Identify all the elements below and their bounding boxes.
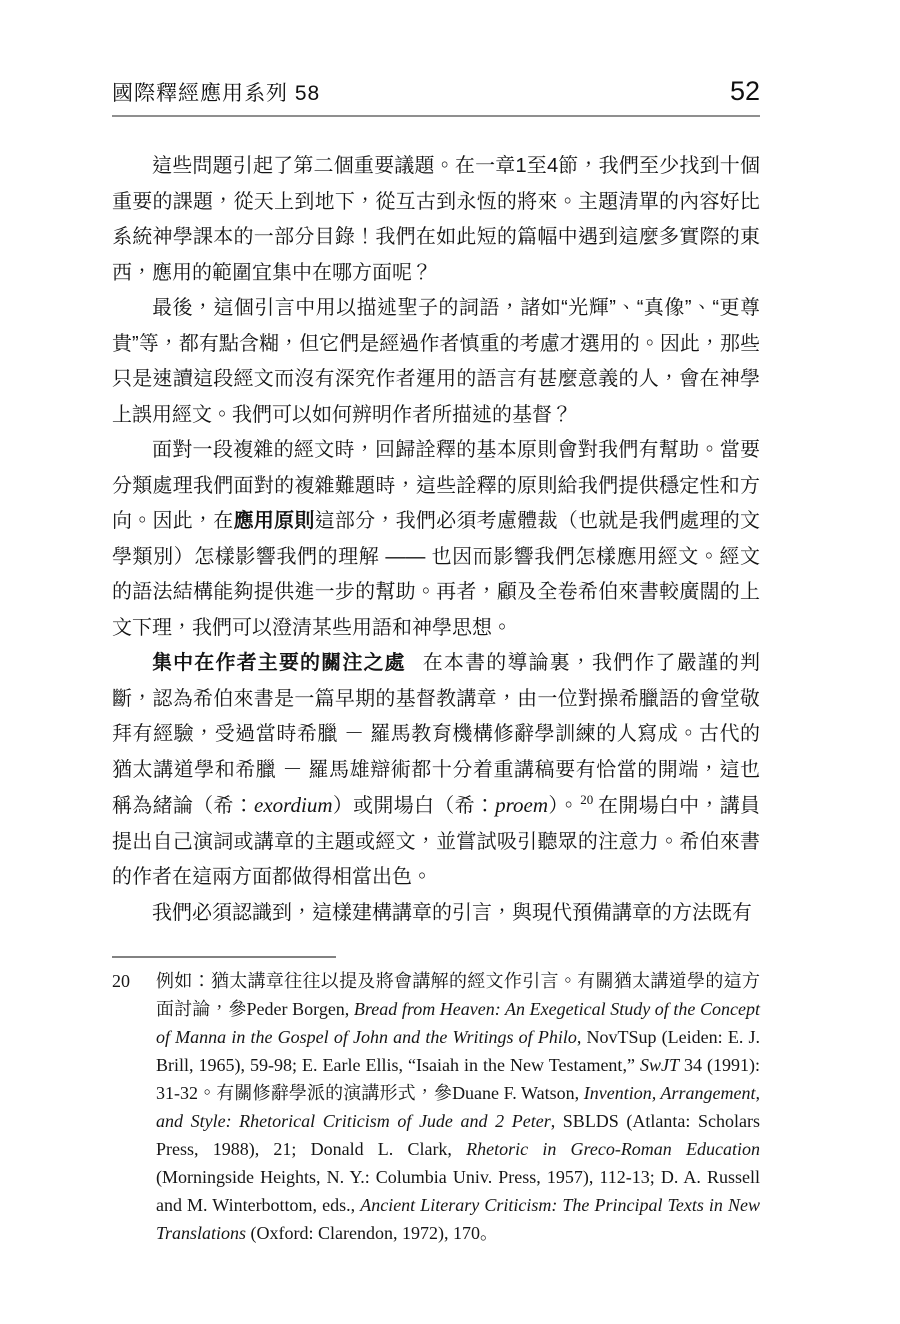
main-text	[112, 149, 760, 931]
footnote-author-watson: Duane F. Watson,	[452, 1083, 584, 1103]
footnote-text-5: (Morningside Heights, N. Y.: Columbia Univ. Press, 1957), 112-13; D. A. Russell and M. Winterbottom, eds.,	[156, 1167, 760, 1215]
paragraph-2-text: 最後，這個引言中用以描述聖子的詞語，諸如“光輝”、“真像”、“更尊貴”等，都有點含糊，但它們是經過作者慎重的考慮才選用的。因此，那些只是速讀這段經文而沒有深究作者運用的語言有甚麼意義的人，會在神學上誤用經文。我們可以如何辨明作者所描述的基督？	[112, 297, 760, 426]
footnote-title-rhetoric-greco-roman: Rhetoric in Greco-Roman Education	[466, 1139, 760, 1159]
paragraph-4-text-3: ）。	[548, 795, 579, 817]
footnote-text-cjk-1: 例如：猶太講章往往以提及將會講解的經文作引言。有關猶太講道學的這方面討論，參	[156, 971, 760, 1019]
paragraph-3	[112, 433, 760, 646]
footnote-journal-swjt: SwJT	[639, 1055, 679, 1075]
footnote-author-borgen: Peder Borgen,	[246, 999, 354, 1019]
footnote-text-cjk-2: 有關修辭學派的演講形式，參	[216, 1083, 453, 1103]
footnote-text-4: , SBLDS (Atlanta: Scholars Press, 1988), 21; Donald L. Clark,	[156, 1111, 760, 1159]
bold-term-application-principle: 應用原則	[233, 510, 315, 532]
footnote-20	[112, 967, 760, 1247]
runin-heading-author-focus: 集中在作者主要的關注之處	[152, 652, 406, 674]
page-number: 52	[729, 76, 760, 106]
paragraph-3-text-post: 這部分，我們必須考慮體裁（也就是我們處理的文學類別）怎樣影響我們的理解 —— 也因而影響我們怎樣應用經文。經文的語法結構能夠提供進一步的幫助。再者，顧及全卷希伯來書較廣闊的上文下理，我們可以澄清某些用語和神學思想。	[112, 510, 761, 639]
page-content	[112, 78, 760, 1247]
footnote-text-3a: 34 (1991): 31-32。	[156, 1055, 760, 1103]
footnote-title-ancient-literary-criticism: Ancient Literary Criticism: The Principal Texts in New Translations	[156, 1195, 760, 1243]
paragraph-1	[112, 149, 760, 291]
paragraph-5	[112, 896, 760, 932]
footnote-text-6: (Oxford: Clarendon, 1972), 170。	[246, 1223, 499, 1243]
series-title: 國際釋經應用系列 58	[112, 82, 321, 105]
paragraph-4-text-2: ）或開場白（希：	[332, 795, 496, 817]
paragraph-4	[112, 646, 760, 896]
footnote-title-bread-from-heaven: Bread from Heaven: An Exegetical Study of the Concept of Manna in the Gospel of John and the Writings of Philo	[156, 999, 760, 1047]
paragraph-3-text-pre: 面對一段複雜的經文時，回歸詮釋的基本原則會對我們有幫助。當要分類處理我們面對的複雜難題時，這些詮釋的原則給我們提供穩定性和方向。因此，在	[112, 439, 760, 532]
greek-term-exordium: exordium	[254, 793, 333, 817]
footnote-text	[156, 967, 760, 1247]
running-header	[112, 78, 760, 117]
paragraph-2	[112, 291, 760, 433]
paragraph-4-text-4: 在開場白中，講員提出自己演詞或講章的主題或經文，並嘗試吸引聽眾的注意力。希伯來書的作者在這兩方面都做得相當出色。	[112, 795, 761, 888]
footnote-number: 20	[112, 971, 130, 991]
footnote-text-2: , NovTSup (Leiden: E. J. Brill, 1965), 59-98; E. Earle Ellis, “Isaiah in the New Testament,”	[156, 1027, 760, 1075]
greek-term-proem: proem	[495, 793, 549, 817]
footnote-title-invention-arrangement-style: Invention, Arrangement, and Style: Rhetorical Criticism of Jude and 2 Peter	[156, 1083, 761, 1131]
paragraph-1-text: 這些問題引起了第二個重要議題。在一章1至4節，我們至少找到十個重要的課題，從天上到地下，從互古到永恆的將來。主題清單的內容好比系統神學課本的一部分目錄！我們在如此短的篇幅中遇到這麼多實際的東西，應用的範圍宜集中在哪方面呢？	[112, 155, 760, 284]
footnote-reference-20: 20	[580, 792, 594, 808]
footnote-separator-rule	[112, 956, 336, 958]
paragraph-4-text-1: 在本書的導論裏，我們作了嚴謹的判斷，認為希伯來書是一篇早期的基督教講章，由一位對操希臘語的會堂敬拜有經驗，受過當時希臘 － 羅馬教育機構修辭學訓練的人寫成。古代的猶太講道學和希臘 － 羅馬雄辯術都十分着重講稿要有恰當的開端，這也稱為緒論（希：	[112, 652, 761, 817]
paragraph-5-text: 我們必須認識到，這樣建構講章的引言，與現代預備講章的方法既有	[152, 901, 752, 924]
